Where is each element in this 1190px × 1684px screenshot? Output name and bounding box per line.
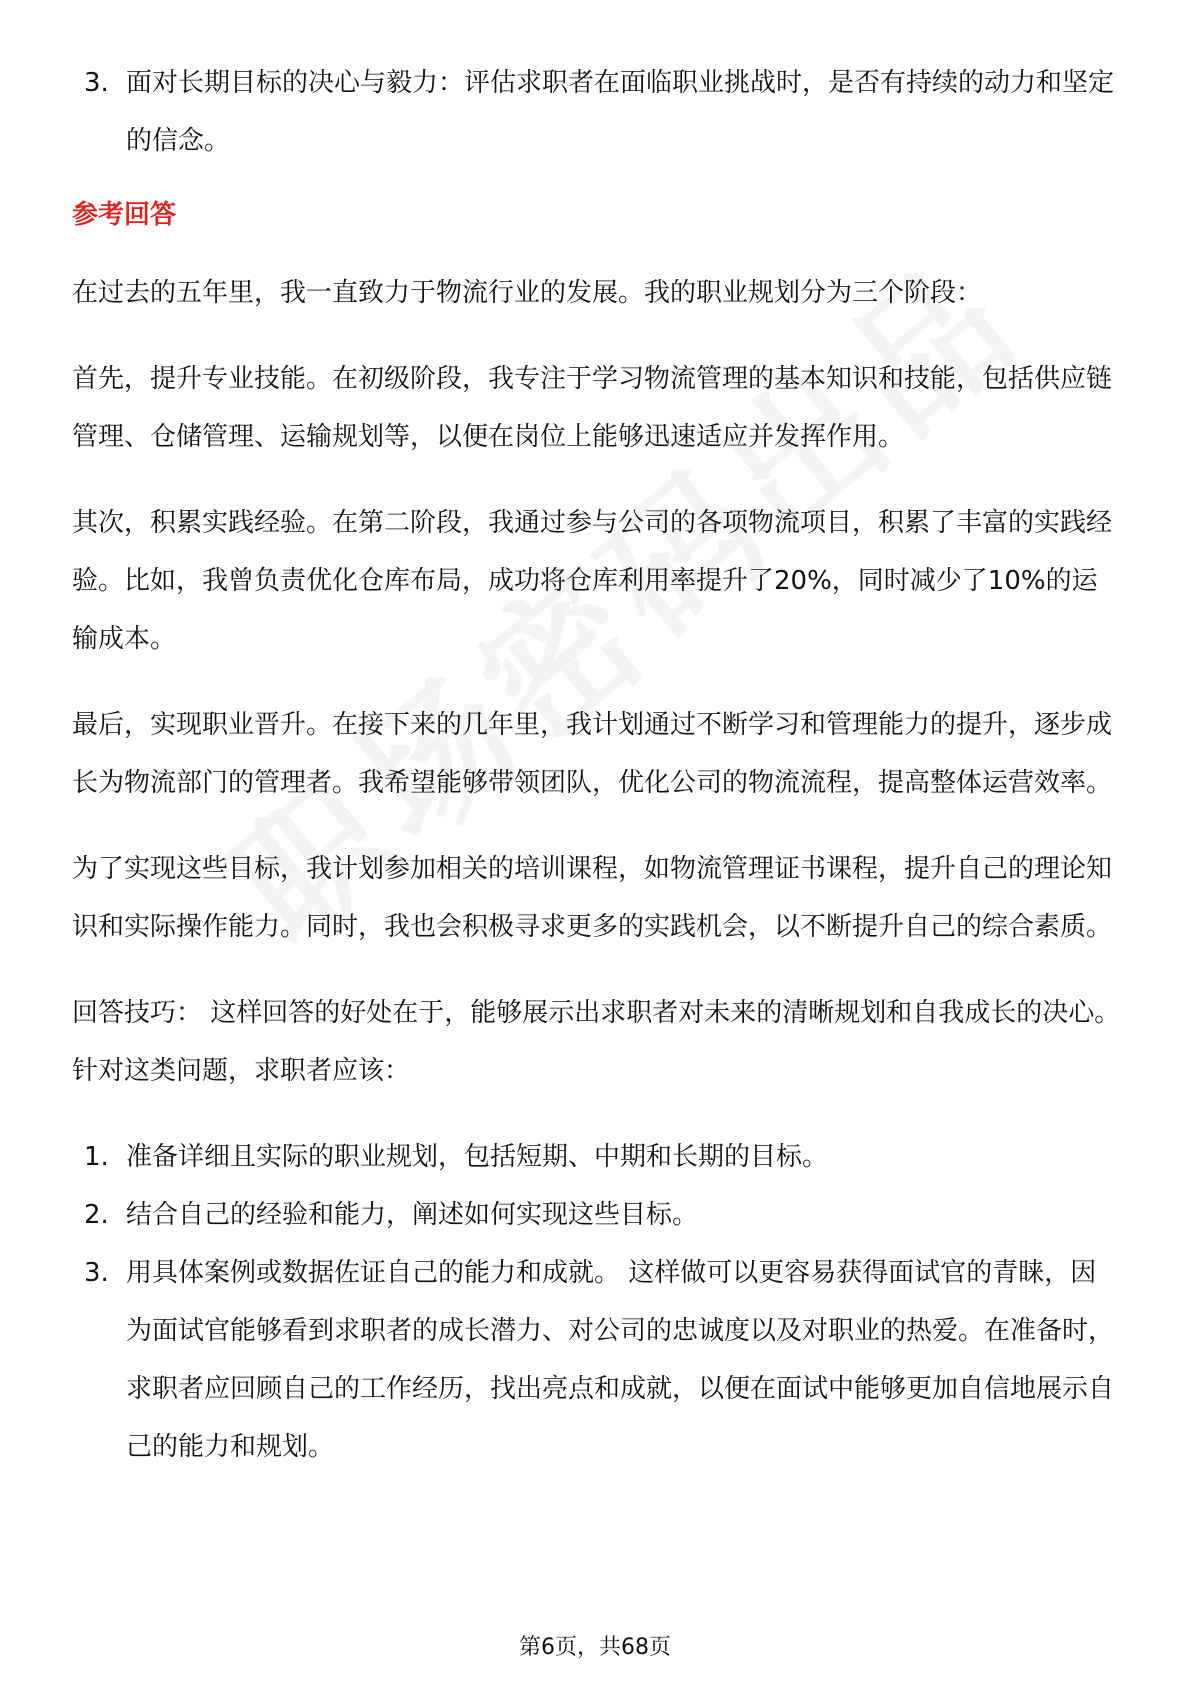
paragraph-intro: 在过去的五年里，我一直致力于物流行业的发展。我的职业规划分为三个阶段： — [72, 278, 983, 308]
list-item-text: 准备详细且实际的职业规划，包括短期、中期和长期的目标。 — [126, 1142, 829, 1172]
list-item-text: 面对长期目标的决心与毅力：评估求职者在面临职业挑战时，是否有持续的动力和坚定的信念。 — [126, 68, 1115, 156]
section-title: 参考回答 — [72, 200, 177, 230]
list-item — [72, 1128, 1122, 1186]
page-footer: 第6页，共68页 — [519, 1635, 671, 1660]
paragraph-stage-one: 首先，提升专业技能。在初级阶段，我专注于学习物流管理的基本知识和技能，包括供应链管理、仓储管理、运输规划等，以便在岗位上能够迅速适应并发挥作用。 — [72, 364, 1113, 452]
list-item-number: 1. — [84, 1142, 109, 1172]
paragraph-stage-three: 最后，实现职业晋升。在接下来的几年里，我计划通过不断学习和管理能力的提升，逐步成长为物流部门的管理者。我希望能够带领团队，优化公司的物流流程，提高整体运营效率。 — [72, 710, 1113, 798]
tips-list — [72, 1128, 1122, 1476]
list-item — [72, 54, 1122, 170]
paragraph-plan: 为了实现这些目标，我计划参加相关的培训课程，如物流管理证书课程，提升自己的理论知识和实际操作能力。同时，我也会积极寻求更多的实践机会，以不断提升自己的综合素质。 — [72, 854, 1113, 942]
page-content — [72, 54, 1122, 1476]
list-item — [72, 1244, 1122, 1476]
list-item-number: 2. — [84, 1200, 109, 1230]
list-item-number: 3. — [84, 1258, 109, 1288]
list-item-text: 结合自己的经验和能力，阐述如何实现这些目标。 — [126, 1200, 699, 1230]
list-item-number: 3. — [84, 68, 109, 98]
list-item-text: 用具体案例或数据佐证自己的能力和成就。 这样做可以更容易获得面试官的青睐，因为面试官能够看到求职者的成长潜力、对公司的忠诚度以及对职业的热爱。在准备时，求职者应回顾自己的工作经历，找出亮点和成就，以便在面试中能够更加自信地展示自己的能力和规划。 — [126, 1258, 1115, 1462]
criteria-list — [72, 54, 1122, 170]
paragraph-tips: 回答技巧： 这样回答的好处在于，能够展示出求职者对未来的清晰规划和自我成长的决心。针对这类问题，求职者应该： — [72, 998, 1121, 1086]
list-item — [72, 1186, 1122, 1244]
paragraph-stage-two: 其次，积累实践经验。在第二阶段，我通过参与公司的各项物流项目，积累了丰富的实践经验。比如，我曾负责优化仓库布局，成功将仓库利用率提升了20%，同时减少了10%的运输成本。 — [72, 508, 1113, 654]
